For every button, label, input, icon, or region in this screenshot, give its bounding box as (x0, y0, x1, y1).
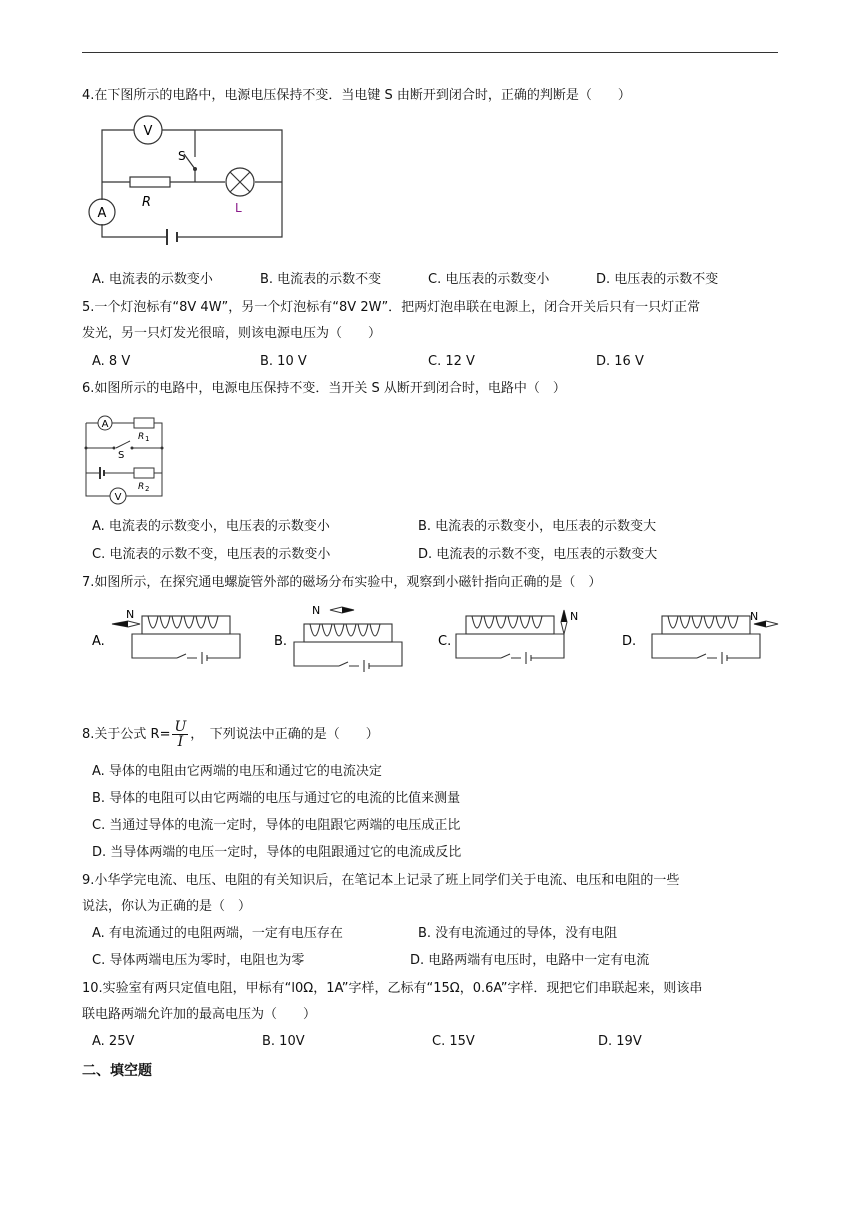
n-label-b: N (312, 604, 321, 617)
r2-subscript: 2 (145, 485, 150, 493)
q10-option-c[interactable]: C. 15V (432, 1034, 475, 1049)
switch-label: S (178, 149, 186, 163)
q10-option-b[interactable]: B. 10V (262, 1034, 305, 1049)
n-label-c: N (570, 610, 579, 623)
q7-option-b[interactable]: B. (274, 634, 288, 649)
q5-stem-line1: 5.一个灯泡标有“8V 4W”，另一个灯泡标有“8V 2W”．把两灯泡串联在电源上，闭合开关后只有一只灯正常 (82, 300, 701, 315)
q4-option-b[interactable]: B. 电流表的示数不变 (260, 272, 382, 287)
q8-option-a[interactable]: A. 导体的电阻由它两端的电压和通过它的电流决定 (92, 764, 382, 779)
q5-option-c[interactable]: C. 12 V (428, 354, 475, 369)
q8-stem (82, 718, 782, 752)
n-label-a: N (126, 608, 135, 621)
q8-suffix: ， 下列说法中正确的是（ ） (190, 727, 379, 742)
q7-option-a[interactable]: A. (92, 634, 105, 649)
top-rule (82, 52, 778, 53)
section-heading: 二、填空题 (82, 1063, 152, 1079)
q10-stem-line1: 10.实验室有两只定值电阻，甲标有“l0Ω，1A”字样，乙标有“15Ω，0.6A”字样．现把它们串联起来，则该串 (82, 981, 703, 996)
n-label-d: N (750, 610, 759, 623)
voltmeter-label: V (143, 124, 153, 139)
q4-stem: 4.在下图所示的电路中，电源电压保持不变．当电键 S 由断开到闭合时，正确的判断是（ ） (82, 88, 631, 103)
q9-option-d[interactable]: D. 电路两端有电压时，电路中一定有电流 (410, 953, 650, 968)
fraction-denominator: I (177, 734, 184, 750)
lamp-label: L (235, 201, 242, 215)
q6-option-d[interactable]: D. 电流表的示数不变，电压表的示数变大 (418, 547, 658, 562)
q6-circuit-figure (82, 408, 172, 508)
ammeter-label: A (97, 206, 107, 221)
ammeter-label: A (101, 419, 109, 430)
q4-option-a[interactable]: A. 电流表的示数变小 (92, 272, 213, 287)
switch-label: S (118, 450, 125, 461)
q7-stem: 7.如图所示，在探究通电螺旋管外部的磁场分布实验中，观察到小磁针指向正确的是（ ） (82, 575, 602, 590)
q10-stem-line2: 联电路两端允许加的最高电压为（ ） (82, 1007, 317, 1022)
q5-option-a[interactable]: A. 8 V (92, 354, 131, 369)
q7-option-d[interactable]: D. (622, 634, 637, 649)
q6-option-b[interactable]: B. 电流表的示数变小，电压表的示数变大 (418, 519, 657, 534)
q9-option-b[interactable]: B. 没有电流通过的导体，没有电阻 (418, 926, 618, 941)
q5-option-d[interactable]: D. 16 V (596, 354, 644, 369)
q4-option-d[interactable]: D. 电压表的示数不变 (596, 272, 719, 287)
q6-option-c[interactable]: C. 电流表的示数不变，电压表的示数变小 (92, 547, 331, 562)
resistor-label: R (142, 195, 152, 210)
r1-subscript: 1 (145, 435, 150, 443)
q5-option-b[interactable]: B. 10 V (260, 354, 307, 369)
q8-prefix: 8.关于公式 R= (82, 727, 171, 742)
q7-solenoid-figures (82, 600, 782, 680)
q4-circuit-figure (82, 112, 292, 252)
q8-option-b[interactable]: B. 导体的电阻可以由它两端的电压与通过它的电流的比值来测量 (92, 791, 461, 806)
q9-option-c[interactable]: C. 导体两端电压为零时，电阻也为零 (92, 953, 305, 968)
q10-option-a[interactable]: A. 25V (92, 1034, 135, 1049)
voltmeter-label: V (114, 492, 122, 503)
q8-option-d[interactable]: D. 当导体两端的电压一定时，导体的电阻跟通过它的电流成反比 (92, 845, 462, 860)
q7-option-c[interactable]: C. (438, 634, 452, 649)
q8-option-c[interactable]: C. 当通过导体的电流一定时，导体的电阻跟它两端的电压成正比 (92, 818, 461, 833)
q5-stem-line2: 发光，另一只灯发光很暗，则该电源电压为（ ） (82, 326, 382, 341)
r2-label: R (138, 482, 145, 492)
q4-option-c[interactable]: C. 电压表的示数变小 (428, 272, 550, 287)
q9-stem-line2: 说法，你认为正确的是（ ） (82, 899, 252, 914)
q9-option-a[interactable]: A. 有电流通过的电阻两端，一定有电压存在 (92, 926, 343, 941)
q6-stem: 6.如图所示的电路中，电源电压保持不变．当开关 S 从断开到闭合时，电路中（ ） (82, 381, 566, 396)
q9-stem-line1: 9.小华学完电流、电压、电阻的有关知识后，在笔记本上记录了班上同学们关于电流、电压和电阻的一些 (82, 873, 680, 888)
formula-fraction (172, 720, 188, 749)
fraction-numerator: U (174, 719, 187, 735)
q6-option-a[interactable]: A. 电流表的示数变小，电压表的示数变小 (92, 519, 330, 534)
r1-label: R (138, 432, 145, 442)
q10-option-d[interactable]: D. 19V (598, 1034, 642, 1049)
